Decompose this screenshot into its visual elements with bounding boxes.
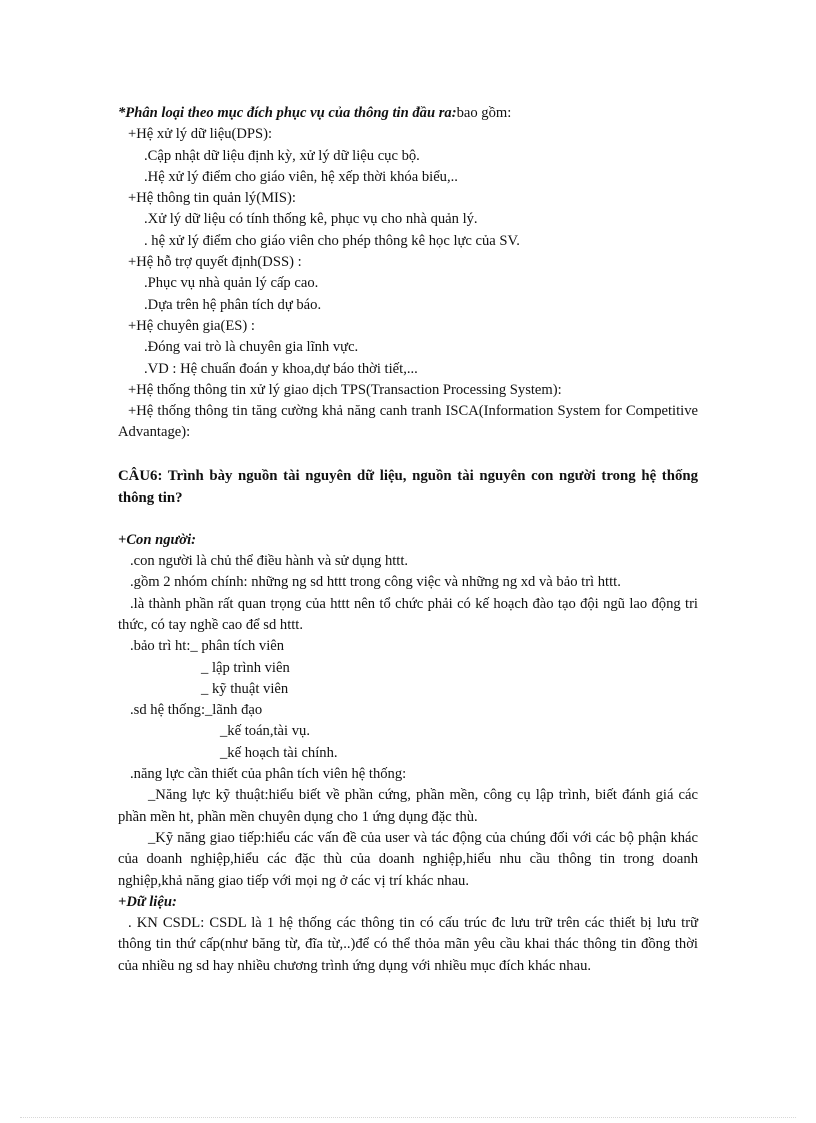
- list-item: .Phục vụ nhà quản lý cấp cao.: [144, 275, 319, 292]
- users-row: [118, 700, 698, 721]
- people-heading: +Con người:: [118, 531, 197, 548]
- spacer: [118, 509, 698, 530]
- list-item: +Hệ thống thông tin xử lý giao dịch TPS(Transaction Processing System):: [128, 381, 562, 398]
- list-item: +Hệ hỗ trợ quyết định(DSS) :: [128, 254, 302, 271]
- question-heading: CÂU6: Trình bày nguồn tài nguyên dữ liệu, nguồn tài nguyên con người trong hệ thống thông tin?: [118, 467, 698, 506]
- users-role: _kế hoạch tài chính.: [220, 744, 338, 761]
- maintenance-role: _ kỹ thuật viên: [201, 680, 289, 697]
- list-item: .Dựa trên hệ phân tích dự báo.: [144, 296, 322, 313]
- list-item: .Cập nhật dữ liệu định kỳ, xử lý dữ liệu cục bộ.: [144, 147, 420, 164]
- list-item: +Hệ thông tin quản lý(MIS):: [128, 190, 296, 207]
- section-title-rest: bao gồm:: [456, 105, 512, 121]
- page-bottom-divider: [20, 1117, 796, 1118]
- list-item: +Hệ thống thông tin tăng cường khả năng canh tranh ISCA(Information System for Competitive Advantage):: [118, 403, 698, 441]
- maintenance-row: [118, 636, 698, 657]
- list-item: +Hệ xử lý dữ liệu(DPS):: [128, 126, 273, 143]
- list-item: .Xử lý dữ liệu có tính thống kê, phục vụ cho nhà quản lý.: [144, 211, 478, 228]
- users-label: .sd hệ thống:: [130, 702, 205, 719]
- skill-paragraph: _Kỹ năng giao tiếp:hiểu các vấn đề của user và tác động của chúng đối với các bộ phận khác của doanh nghiệp,hiểu các đặc thù của doanh nghiệp,hiểu nhu cầu thông tin trong doanh nghiệp,khả năng giao tiếp với mọi ng ở các vị trí khác nhau.: [118, 829, 698, 889]
- maintenance-label: .bảo trì ht:: [130, 638, 191, 655]
- paragraph: .gồm 2 nhóm chính: những ng sd httt trong công việc và những ng xd và bảo trì httt.: [130, 574, 621, 591]
- spacer: [118, 444, 698, 465]
- skill-paragraph: _Năng lực kỹ thuật:hiểu biết về phần cứng, phần mền, công cụ lập trình, biết đánh giá các phần mền ht, phần mền chuyên dụng cho 1 ứng dụng đặc thù.: [118, 787, 698, 825]
- maintenance-role: _ lập trình viên: [201, 659, 290, 676]
- list-item: +Hệ chuyên gia(ES) :: [128, 317, 255, 334]
- paragraph: .con người là chủ thể điều hành và sử dụng httt.: [130, 553, 409, 570]
- paragraph: . KN CSDL: CSDL là 1 hệ thống các thông tin có cấu trúc đc lưu trữ trên các thiết bị lưu trữ thông tin thứ cấp(như băng từ, đĩa từ,..)để có thể thỏa mãn yêu cầu khai thác thông tin đồng thời của nhiều ng sd hay nhiều chương trình ứng dụng với nhiều mục đích khác nhau.: [118, 915, 698, 974]
- maintenance-role: _ phân tích viên: [190, 638, 285, 655]
- list-item: .VD : Hệ chuẩn đoán y khoa,dự báo thời tiết,...: [144, 360, 418, 377]
- section-title: [118, 103, 698, 124]
- data-heading: +Dữ liệu:: [118, 893, 177, 910]
- skills-intro: .năng lực cần thiết của phân tích viên hệ thống:: [130, 766, 407, 783]
- list-item: .Hệ xử lý điểm cho giáo viên, hệ xếp thời khóa biểu,..: [144, 168, 458, 185]
- users-role: _lãnh đạo: [205, 702, 263, 719]
- document-page: [118, 103, 698, 977]
- list-item: .Đóng vai trò là chuyên gia lĩnh vực.: [144, 339, 359, 356]
- list-item: . hệ xử lý điểm cho giáo viên cho phép thông kê học lực của SV.: [144, 232, 520, 249]
- paragraph: .là thành phần rất quan trọng của httt nên tổ chức phải có kế hoạch đào tạo đội ngũ lao động tri thức, có tay nghề cao để sd httt.: [118, 595, 698, 633]
- section-title-bold: *Phân loại theo mục đích phục vụ của thông tin đầu ra:: [118, 105, 457, 121]
- users-role: _kế toán,tài vụ.: [220, 723, 310, 740]
